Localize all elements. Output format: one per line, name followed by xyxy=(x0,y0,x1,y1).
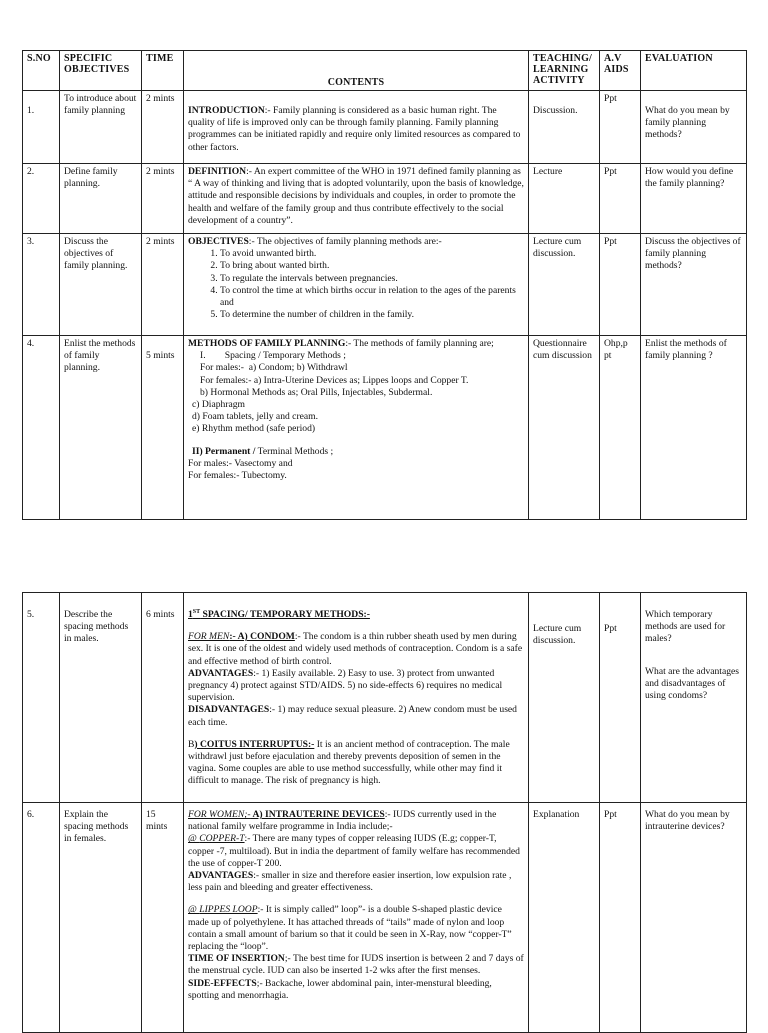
header-activity: TEACHING/ LEARNING ACTIVITY xyxy=(529,51,600,91)
row-contents xyxy=(184,164,529,234)
row-activity: Lecture xyxy=(529,164,600,234)
advantages-text: :- smaller in size and therefore easier insertion, low expulsion rate , less pain and bleeding and greater effectiveness. xyxy=(188,870,512,894)
condom-text: :- The condom is a thin rubber sheath used by men during sex. It is one of the oldest and widely used methods of contraception. Condom is a safe and effective method of birth control. xyxy=(188,631,523,667)
row-evaluation: What do you mean by family planning methods? xyxy=(641,91,747,164)
objectives-list xyxy=(188,248,524,321)
copper-t-paragraph xyxy=(188,833,524,870)
methods-line: d) Foam tablets, jelly and cream. xyxy=(192,411,319,423)
table-row xyxy=(23,234,747,336)
contents-text: :- The methods of family planning are; xyxy=(345,338,494,349)
header-contents: CONTENTS xyxy=(184,51,529,91)
header-time: TIME xyxy=(142,51,184,91)
table-row xyxy=(23,803,747,1033)
advantages-heading: ADVANTAGES xyxy=(188,667,254,679)
for-men-label: FOR MEN xyxy=(188,631,230,643)
for-women-label: FOR WOMEN;- xyxy=(188,809,251,820)
lippes-loop-paragraph xyxy=(188,904,524,953)
list-item: 5. To determine the number of children in the family. xyxy=(220,309,524,321)
row-time: 2 mints xyxy=(142,234,184,336)
lippes-loop-text: :- It is simply called” loop”- is a double S-shaped plastic device made up of polyethylene. It has attached threads of “tails” made of nylon and loop contain a small amount of barium so that it could be seen in X-Ray, now “copper-T” replacing the “loop”. xyxy=(188,904,512,953)
coitus-text: It is an ancient method of contraception. The male withdrawl just before ejaculation and thereby prevents deposition of semen in the vagina. Some couples are able to use method successfully, while other may find it difficult to manage. The risk of pregnancy is high. xyxy=(188,738,510,787)
row-evaluation: Enlist the methods of family planning ? xyxy=(641,336,747,520)
row-evaluation: How would you define the family planning? xyxy=(641,164,747,234)
row-aids: Ppt xyxy=(600,164,641,234)
row-contents xyxy=(184,234,529,336)
row-activity: Questionnaire cum discussion xyxy=(529,336,600,520)
row-objective: Discuss the objectives of family planning. xyxy=(60,234,142,336)
iud-text: :- IUDS currently used in the national family welfare programme in India include;- xyxy=(188,809,497,833)
row-time: 2 mints xyxy=(142,91,184,164)
row-aids: Ppt xyxy=(600,803,641,1033)
side-effects-text: ;- Backache, lower abdominal pain, inter-menstural bleeding, spotting and menorrhagia. xyxy=(188,977,492,1001)
permanent-line xyxy=(188,446,524,458)
row-time-text: 5 mints xyxy=(146,350,175,361)
row-activity: Explanation xyxy=(529,803,600,1033)
permanent-item: For males:- Vasectomy and xyxy=(188,457,293,469)
header-aids: A.V AIDS xyxy=(600,51,641,91)
permanent-text: Terminal Methods ; xyxy=(255,445,334,457)
contents-heading: OBJECTIVES xyxy=(188,236,249,247)
time-insertion-text: ;- The best time for IUDS insertion is between 2 and 7 days of the menstrual cycle. IUD can also be inserted 1-2 wks after the first menses. xyxy=(188,953,524,977)
evaluation-question: What are the advantages and disadvantages of using condoms? xyxy=(645,665,740,702)
row-activity: Lecture cum discussion. xyxy=(529,593,600,803)
row-time: 2 mints xyxy=(142,164,184,234)
evaluation-question: Which temporary methods are used for males? xyxy=(645,609,726,645)
side-effects-paragraph xyxy=(188,978,524,1002)
section-title-number: 1 xyxy=(188,609,193,620)
advantages-paragraph xyxy=(188,870,524,894)
section-title xyxy=(188,609,524,621)
methods-line: For males:- a) Condom; b) Withdrawl xyxy=(200,362,348,374)
iud-heading: A) INTRAUTERINE DEVICES xyxy=(250,809,385,820)
row-sno: 6. xyxy=(23,803,60,1033)
lippes-loop-at: @ xyxy=(188,904,200,916)
methods-line: c) Diaphragm xyxy=(192,399,246,411)
advantages-paragraph xyxy=(188,668,524,705)
section-title-text: SPACING/ TEMPORARY METHODS:- xyxy=(200,609,370,620)
row-contents xyxy=(184,336,529,520)
advantages-text: :- 1) Easily available. 2) Easy to use. 3) protect from unwanted pregnancy 4) protect against STD/AIDS. 5) no side-effects 6) requires no medical supervision. xyxy=(188,667,503,704)
contents-heading: METHODS OF FAMILY PLANNING xyxy=(188,338,346,349)
row-time xyxy=(142,336,184,520)
row-evaluation: What do you mean by intrauterine devices? xyxy=(641,803,747,1033)
condom-heading: :- A) CONDOM xyxy=(229,631,295,643)
contents-text: :- Family planning is considered as a basic human right. The quality of life is improved only can be through family planning. Family planning programmes can be initiated rapidly and require only limited resources as compared to other factors. xyxy=(188,105,521,153)
contents-text: :- The objectives of family planning methods are:- xyxy=(248,236,442,247)
contents-heading: INTRODUCTION xyxy=(188,105,265,116)
list-item: 4. To control the time at which births occur in relation to the ages of the parents and xyxy=(220,285,524,309)
coitus-prefix: B xyxy=(188,738,195,750)
side-effects-heading: SIDE-EFFECTS xyxy=(188,977,257,989)
row-contents xyxy=(184,593,529,803)
row-contents xyxy=(184,803,529,1033)
row-evaluation: Discuss the objectives of family planning methods? xyxy=(641,234,747,336)
copper-t-text: :- There are many types of copper releasing IUDS (E.g; copper-T, copper -7, multiload). But in india the department of family welfare has recommended the use of copper-T 200. xyxy=(188,833,520,869)
time-insertion-heading: TIME OF INSERTION xyxy=(188,953,285,965)
row-objective: Enlist the methods of family planning. xyxy=(60,336,142,520)
permanent-heading: II) Permanent / xyxy=(192,445,256,457)
section-title-sup: ST xyxy=(192,608,201,615)
row-sno: 2. xyxy=(23,164,60,234)
header-sno: S.NO xyxy=(23,51,60,91)
row-aids: Ppt xyxy=(600,593,641,803)
list-item: 1. To avoid unwanted birth. xyxy=(220,248,524,260)
header-objectives: SPECIFIC OBJECTIVES xyxy=(60,51,142,91)
coitus-heading: ) COITUS INTERRUPTUS:- xyxy=(194,738,315,750)
row-activity: Discussion. xyxy=(529,91,600,164)
row-aids: Ppt xyxy=(600,234,641,336)
advantages-heading: ADVANTAGES xyxy=(188,870,254,882)
row-objective: Describe the spacing methods in males. xyxy=(60,593,142,803)
row-time: 6 mints xyxy=(142,593,184,803)
lesson-plan-table-1 xyxy=(22,50,747,520)
permanent-item: For females:- Tubectomy. xyxy=(188,470,287,482)
row-time: 15 mints xyxy=(142,803,184,1033)
contents-text: :- An expert committee of the WHO in 1971 defined family planning as “ A way of thinking and living that is adopted voluntarily, upon the basis of knowledge, attitude and responsible decisions by individuals and couples, in order to promote the health and welfare of the family group and thus contribute effectively to the social development of a country”. xyxy=(188,166,524,226)
table-row xyxy=(23,593,747,803)
row-aids: Ohp,p pt xyxy=(600,336,641,520)
time-insertion-paragraph xyxy=(188,953,524,977)
row-sno: 4. xyxy=(23,336,60,520)
list-item: 2. To bring about wanted birth. xyxy=(220,260,524,272)
copper-t-heading: COPPER-T xyxy=(199,833,245,845)
table-row xyxy=(23,164,747,234)
row-sno: 1. xyxy=(23,91,60,164)
header-row xyxy=(23,51,747,91)
header-evaluation: EVALUATION xyxy=(641,51,747,91)
disadvantages-heading: DISADVANTAGES xyxy=(188,704,270,716)
lesson-plan-table-2 xyxy=(22,592,747,1033)
row-objective: Define family planning. xyxy=(60,164,142,234)
table-row xyxy=(23,91,747,164)
row-sno: 3. xyxy=(23,234,60,336)
disadvantages-text: :- 1) may reduce sexual pleasure. 2) Anew condom must be used each time. xyxy=(188,704,517,728)
disadvantages-paragraph xyxy=(188,704,524,728)
methods-line: I. Spacing / Temporary Methods ; xyxy=(200,350,346,362)
table-row xyxy=(23,336,747,520)
condom-paragraph xyxy=(188,631,524,668)
methods-line: e) Rhythm method (safe period) xyxy=(192,423,316,435)
copper-t-at: @ xyxy=(188,833,200,845)
list-item: 3. To regulate the intervals between pregnancies. xyxy=(220,273,524,285)
iud-paragraph xyxy=(188,809,524,833)
row-objective: To introduce about family planning xyxy=(60,91,142,164)
methods-line: b) Hormonal Methods as; Oral Pills, Injectables, Subdermal. xyxy=(200,386,433,398)
row-contents xyxy=(184,91,529,164)
contents-heading: DEFINITION xyxy=(188,166,247,177)
coitus-paragraph xyxy=(188,739,524,788)
row-activity: Lecture cum discussion. xyxy=(529,234,600,336)
row-evaluation xyxy=(641,593,747,803)
methods-line: For females:- a) Intra-Uterine Devices as; Lippes loops and Copper T. xyxy=(200,374,469,386)
lippes-loop-heading: LIPPES LOOP xyxy=(199,904,258,916)
row-aids: Ppt xyxy=(600,91,641,164)
row-sno: 5. xyxy=(23,593,60,803)
row-objective: Explain the spacing methods in females. xyxy=(60,803,142,1033)
